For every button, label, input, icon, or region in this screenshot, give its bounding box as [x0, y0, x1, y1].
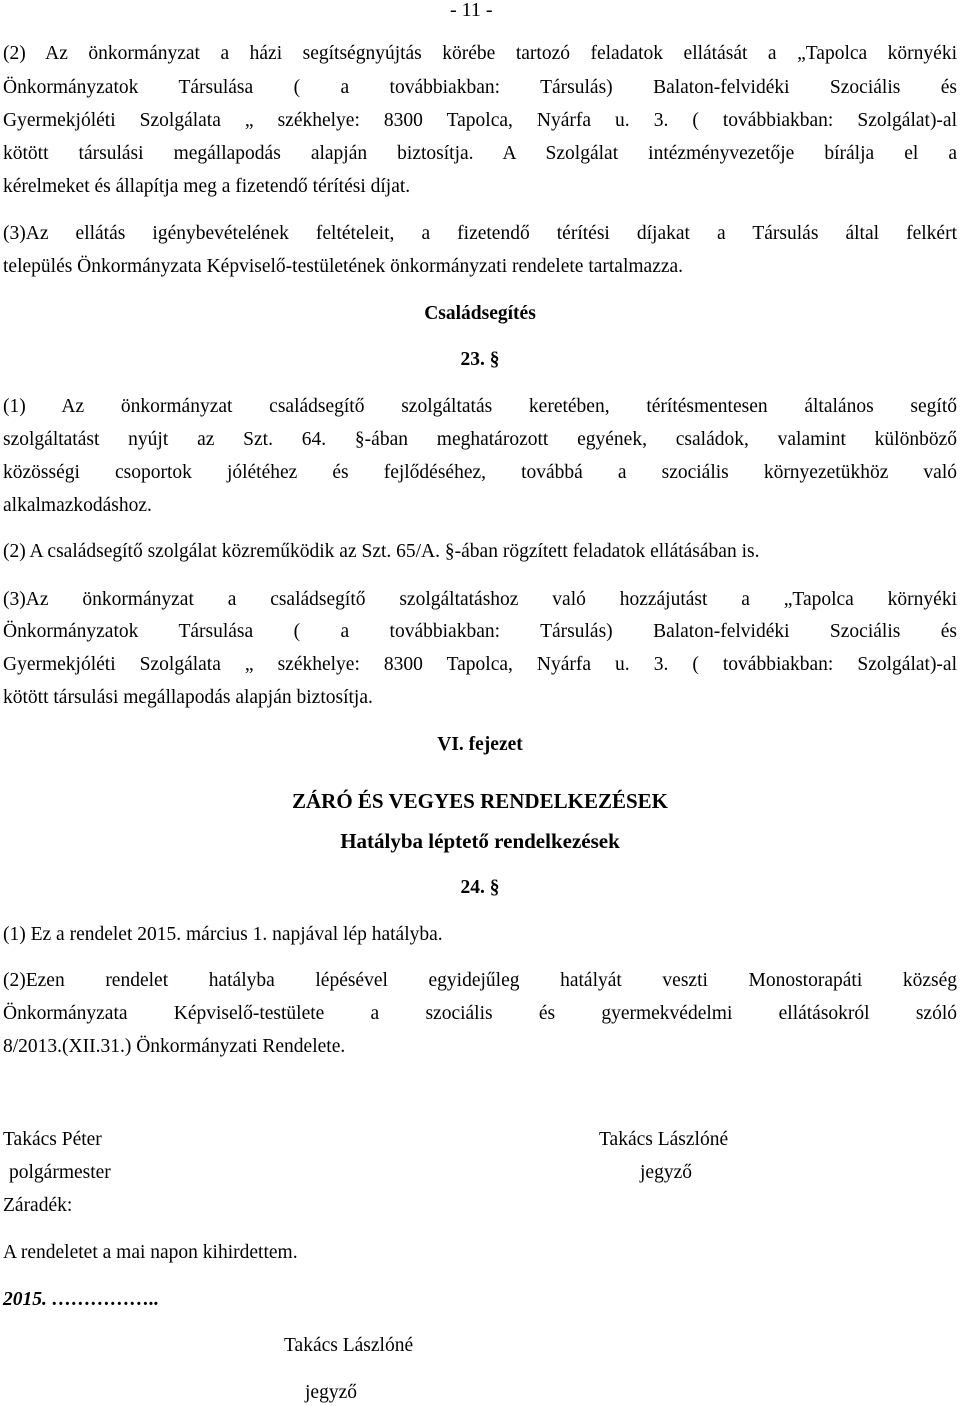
para-2-line-1: (2) Az önkormányzat a házi segítségnyújtás körébe tartozó feladatok ellátását a „Tapolca környéki	[3, 43, 957, 64]
chapter-subtitle: Hatályba léptető rendelkezések	[340, 829, 620, 853]
final-signature-name: Takács Lászlóné	[284, 1335, 414, 1356]
clause-label: Záradék:	[3, 1195, 73, 1216]
date-line: 2015. ……………..	[3, 1289, 159, 1310]
page-number: - 11 -	[450, 0, 493, 21]
s23-p3-line-2: Önkormányzatok Társulása ( a továbbiakban: Társulás) Balaton-felvidéki Szociális és	[3, 621, 957, 642]
mayor-name: Takács Péter	[3, 1129, 102, 1150]
para-2-line-4: kötött társulási megállapodás alapján biztosítja. A Szolgálat intézményvezetője bírálja el a	[3, 143, 957, 164]
chapter-number: VI. fejezet	[437, 734, 523, 755]
notary-title: jegyző	[640, 1162, 692, 1183]
s23-p3-line-1: (3)Az önkormányzat a családsegítő szolgáltatáshoz való hozzájutást a „Tapolca környéki	[3, 589, 957, 610]
section-number-24: 24. §	[460, 877, 500, 898]
chapter-title: ZÁRÓ ÉS VEGYES RENDELKEZÉSEK	[292, 789, 668, 813]
announcement: A rendeletet a mai napon kihirdettem.	[3, 1242, 298, 1263]
s24-p2-line-2: Önkormányzata Képviselő-testülete a szociális és gyermekvédelmi ellátásokról szóló	[3, 1003, 957, 1024]
s23-p3-line-3: Gyermekjóléti Szolgálata „ székhelye: 8300 Tapolca, Nyárfa u. 3. ( továbbiakban: Szolgálat)-al	[3, 654, 957, 675]
para-3-line-2: település Önkormányzata Képviselő-testületének önkormányzati rendelete tartalmazza.	[3, 256, 684, 277]
notary-name: Takács Lászlóné	[599, 1129, 729, 1150]
final-signature-title: jegyző	[305, 1382, 357, 1403]
section-number-23: 23. §	[460, 349, 500, 370]
s23-p2: (2) A családsegítő szolgálat közreműködik az Szt. 65/A. §-ában rögzített feladatok ellátásában is.	[3, 541, 760, 562]
para-3-line-1: (3)Az ellátás igénybevételének feltételeit, a fizetendő térítési díjakat a Társulás által felkért	[3, 223, 957, 244]
s24-p2-line-1: (2)Ezen rendelet hatályba lépésével egyidejűleg hatályát veszti Monostorapáti község	[3, 970, 957, 991]
mayor-title: polgármester	[9, 1162, 111, 1183]
para-2-line-3: Gyermekjóléti Szolgálata „ székhelye: 8300 Tapolca, Nyárfa u. 3. ( továbbiakban: Szolgálat)-al	[3, 110, 957, 131]
s23-p1-line-1: (1) Az önkormányzat családsegítő szolgáltatás keretében, térítésmentesen általános segítő	[3, 396, 957, 417]
s23-p1-line-2: szolgáltatást nyújt az Szt. 64. §-ában meghatározott egyének, családok, valamint különböző	[3, 429, 957, 450]
s23-p1-line-4: alkalmazkodáshoz.	[3, 495, 152, 516]
s24-p2-line-3: 8/2013.(XII.31.) Önkormányzati Rendelete.	[3, 1036, 346, 1057]
s23-p3-line-4: kötött társulási megállapodás alapján biztosítja.	[3, 687, 373, 708]
s23-p1-line-3: közösségi csoportok jólétéhez és fejlődéséhez, továbbá a szociális környezetükhöz való	[3, 462, 957, 483]
para-2-line-2: Önkormányzatok Társulása ( a továbbiakban: Társulás) Balaton-felvidéki Szociális és	[3, 77, 957, 98]
para-2-line-5: kérelmeket és állapítja meg a fizetendő térítési díjat.	[3, 176, 411, 197]
s24-p1: (1) Ez a rendelet 2015. március 1. napjával lép hatályba.	[3, 924, 443, 945]
section-title: Családsegítés	[424, 303, 536, 324]
